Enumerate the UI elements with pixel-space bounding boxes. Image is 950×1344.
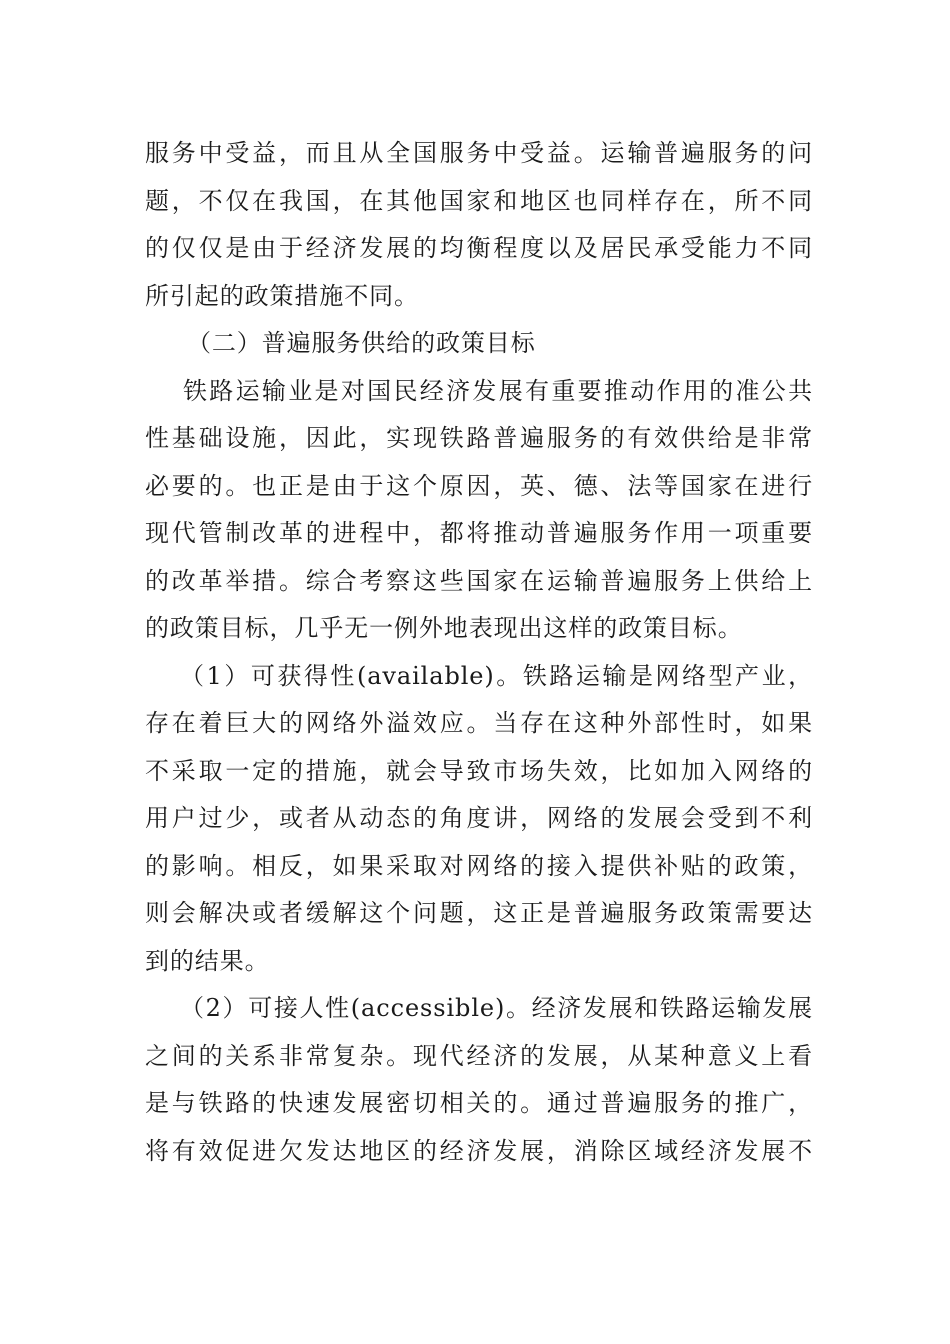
list-item-accessible	[145, 985, 813, 1175]
text-line: 存在着巨大的网络外溢效应。当存在这种外部性时，如果	[145, 709, 813, 737]
text-line: 服务中受益，而且从全国服务中受益。运输普遍服务的问	[145, 139, 813, 167]
text-line: 的改革举措。综合考察这些国家在运输普遍服务上供给上	[145, 566, 813, 595]
text-line: 所引起的政策措施不同。	[145, 281, 419, 310]
text-line: 必要的。也正是由于这个原因，英、德、法等国家在进行	[145, 471, 813, 500]
text-line: 则会解决或者缓解这个问题，这正是普遍服务政策需要达	[145, 899, 813, 927]
section-heading	[145, 320, 813, 368]
text-line: 不采取一定的措施，就会导致市场失效，比如加入网络的	[145, 756, 813, 785]
text-line: 的仅仅是由于经济发展的均衡程度以及居民承受能力不同	[145, 234, 813, 262]
text-line: （1）可获得性(available)。铁路运输是网络型产业，	[180, 661, 813, 690]
text-line: 的政策目标，几乎无一例外地表现出这样的政策目标。	[145, 614, 743, 642]
text-line: 性基础设施，因此，实现铁路普遍服务的有效供给是非常	[145, 424, 813, 452]
text-line: 用户过少，或者从动态的角度讲，网络的发展会受到不利	[145, 804, 813, 832]
text-line: （2）可接人性(accessible)。经济发展和铁路运输发展	[180, 994, 813, 1022]
text-line: 题，不仅在我国，在其他国家和地区也同样存在，所不同	[145, 186, 813, 215]
text-line: 铁路运输业是对国民经济发展有重要推动作用的准公共	[183, 376, 813, 405]
text-line: 的影响。相反，如果采取对网络的接入提供补贴的政策，	[145, 851, 813, 880]
paragraph-continued	[145, 130, 813, 320]
body-text	[145, 130, 813, 1175]
text-line: 到的结果。	[145, 946, 270, 975]
text-line: 将有效促进欠发达地区的经济发展，消除区域经济发展不	[145, 1136, 813, 1165]
paragraph-intro	[145, 368, 813, 653]
text-line: 现代管制改革的进程中，都将推动普遍服务作用一项重要	[145, 519, 813, 547]
text-line: 是与铁路的快速发展密切相关的。通过普遍服务的推广，	[145, 1089, 813, 1117]
list-item-available	[145, 653, 813, 986]
text-line: 之间的关系非常复杂。现代经济的发展，从某种意义上看	[145, 1041, 813, 1070]
heading-line: （二）普遍服务供给的政策目标	[187, 329, 536, 357]
